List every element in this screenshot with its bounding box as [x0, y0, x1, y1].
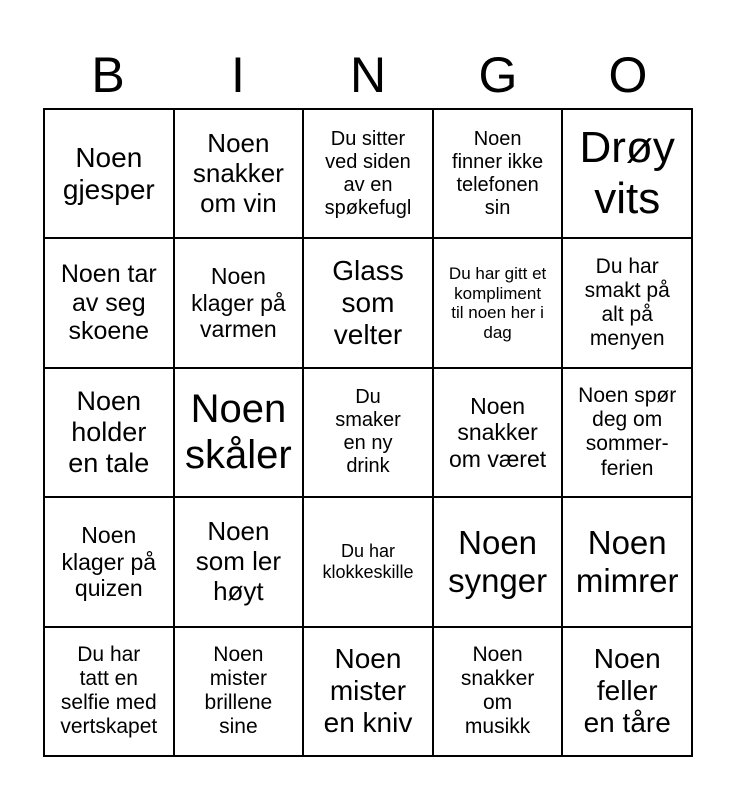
bingo-cell[interactable]: Noen spør deg om sommer- ferien — [562, 368, 692, 497]
bingo-cell[interactable]: Noen snakker om musikk — [433, 627, 563, 756]
bingo-cell[interactable]: Noen snakker om været — [433, 368, 563, 497]
header-letter-b: B — [91, 47, 125, 103]
bingo-cell[interactable]: Noen synger — [433, 497, 563, 626]
bingo-cell[interactable]: Du sitter ved siden av en spøkefugl — [303, 109, 433, 238]
header-letter-g: G — [478, 47, 518, 103]
header-letter-n: N — [349, 47, 387, 103]
bingo-cell[interactable]: Noen finner ikke telefonen sin — [433, 109, 563, 238]
bingo-cell[interactable]: Noen gjesper — [44, 109, 174, 238]
bingo-cell[interactable]: Noen tar av seg skoene — [44, 238, 174, 367]
bingo-header — [43, 42, 693, 108]
header-letter-i: I — [231, 47, 245, 103]
bingo-cell[interactable]: Noen holder en tale — [44, 368, 174, 497]
header-letter-o: O — [608, 47, 648, 103]
bingo-cell[interactable]: Noen som ler høyt — [174, 497, 304, 626]
bingo-cell[interactable]: Du smaker en ny drink — [303, 368, 433, 497]
bingo-cell[interactable]: Noen klager på quizen — [44, 497, 174, 626]
bingo-cell[interactable]: Noen klager på varmen — [174, 238, 304, 367]
bingo-cell[interactable]: Du har tatt en selfie med vertskapet — [44, 627, 174, 756]
bingo-cell[interactable]: Noen snakker om vin — [174, 109, 304, 238]
bingo-cell[interactable]: Noen feller en tåre — [562, 627, 692, 756]
bingo-cell[interactable]: Noen mister brillene sine — [174, 627, 304, 756]
bingo-cell[interactable]: Du har smakt på alt på menyen — [562, 238, 692, 367]
bingo-grid — [43, 108, 693, 757]
bingo-cell[interactable]: Glass som velter — [303, 238, 433, 367]
bingo-cell[interactable]: Noen mimrer — [562, 497, 692, 626]
bingo-cell[interactable]: Noen mister en kniv — [303, 627, 433, 756]
bingo-cell[interactable]: Drøy vits — [562, 109, 692, 238]
bingo-cell[interactable]: Noen skåler — [174, 368, 304, 497]
bingo-cell[interactable]: Du har gitt et kompliment til noen her i dag — [433, 238, 563, 367]
bingo-cell[interactable]: Du har klokkeskille — [303, 497, 433, 626]
